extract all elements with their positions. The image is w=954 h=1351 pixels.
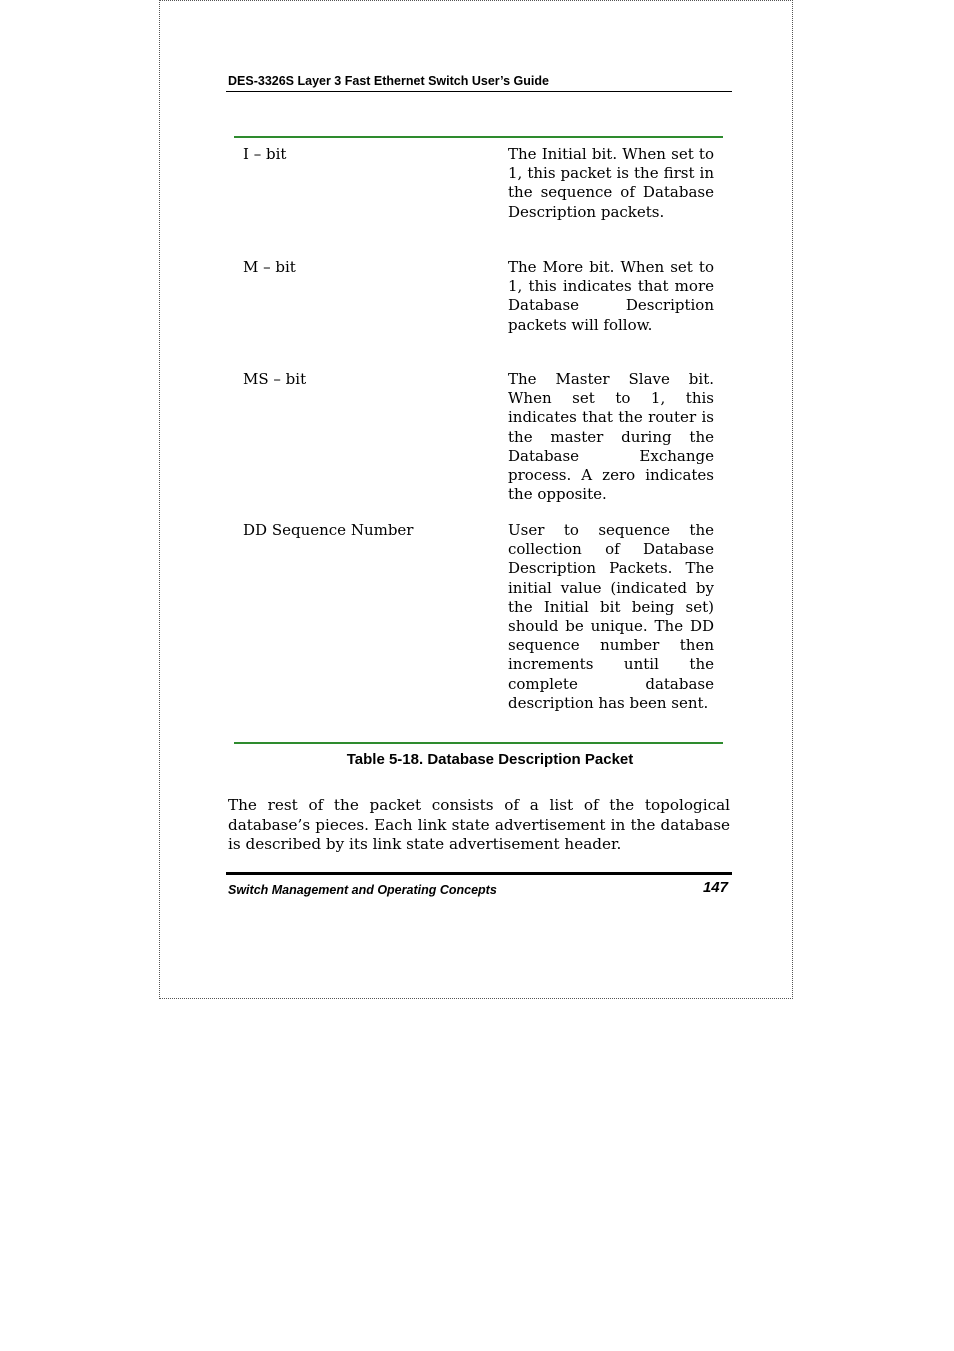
table-caption: Table 5-18. Database Description Packet [346, 751, 634, 768]
running-header: DES-3326S Layer 3 Fast Ethernet Switch User’s Guide [228, 74, 549, 88]
header-rule [226, 91, 732, 92]
page-number: 147 [702, 879, 728, 896]
table-row-desc-i-bit: The Initial bit. When set to 1, this packet is the first in the sequence of Database Description packets. [508, 145, 714, 221]
body-paragraph: The rest of the packet consists of a list of the topological database’s pieces. Each link state advertisement in the database is described by its link state advertisement header. [228, 796, 730, 853]
table-row-term-dd-sequence: DD Sequence Number [243, 521, 414, 539]
table-row-term-ms-bit: MS – bit [243, 370, 307, 388]
table-top-rule [234, 136, 723, 138]
table-row-desc-m-bit: The More bit. When set to 1, this indicates that more Database Description packets will follow. [508, 258, 714, 334]
table-row-term-m-bit: M – bit [243, 258, 296, 276]
table-row-term-i-bit: I – bit [243, 145, 287, 163]
table-row-desc-dd-sequence: User to sequence the collection of Database Description Packets. The initial value (indicated by the Initial bit being set) should be unique. The DD sequence number then increments until the complete database description has been sent. [508, 521, 714, 712]
table-row-desc-ms-bit: The Master Slave bit. When set to 1, this indicates that the router is the master during the Database Exchange process. A zero indicates the opposite. [508, 370, 714, 504]
footer-section-title: Switch Management and Operating Concepts [228, 883, 497, 897]
table-bottom-rule [234, 742, 723, 744]
footer-rule [226, 872, 732, 875]
